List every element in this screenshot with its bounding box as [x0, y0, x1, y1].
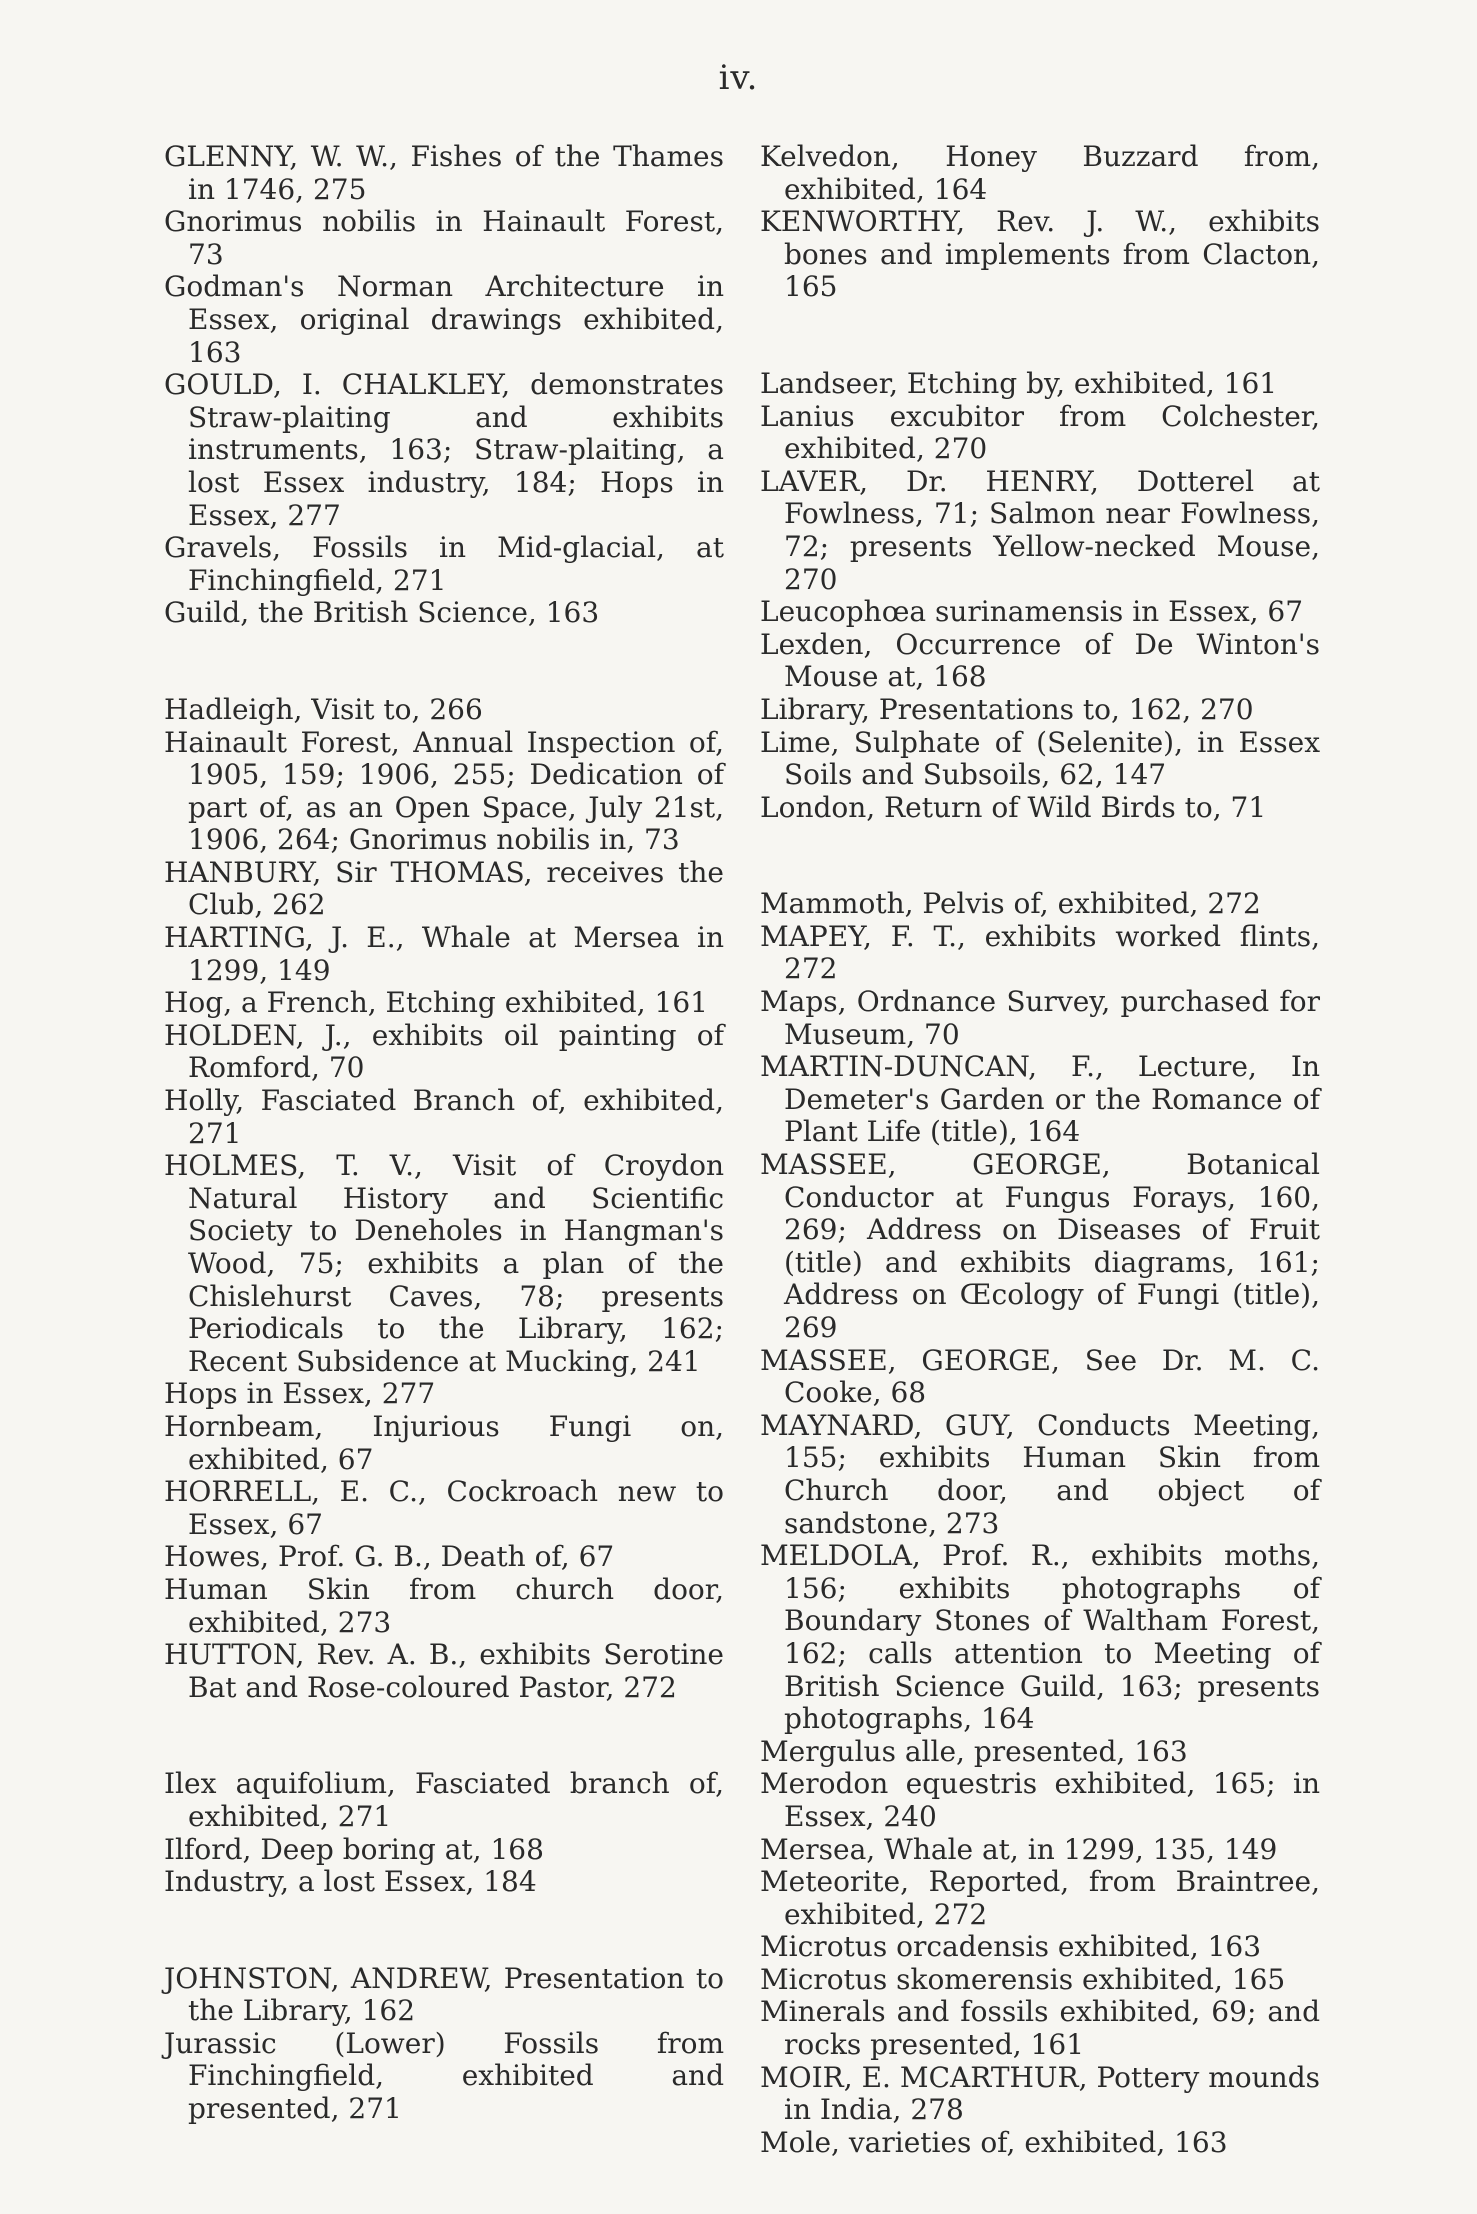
index-entry: Guild, the British Science, 163 [164, 596, 600, 630]
index-entry: KENWORTHY, Rev. J. W., exhibits bones and implements from Clacton, 165 [760, 205, 1320, 304]
index-entry: Hops in Essex, 277 [164, 1377, 436, 1411]
index-entry: Holly, Fasciated Branch of, exhibited, 271 [164, 1084, 724, 1150]
index-entry: Mole, varieties of, exhibited, 163 [760, 2125, 1228, 2159]
index-entry: Minerals and fossils exhibited, 69; and rocks presented, 161 [760, 1995, 1320, 2062]
index-entry: Hainault Forest, Annual Inspection of, 1905, 159; 1906, 255; Dedication of part of, as an Open Space, July 21st, 1906, 264; Gnorimus nobilis in, 73 [164, 725, 724, 857]
index-entry: Hog, a French, Etching exhibited, 161 [164, 986, 708, 1020]
index-entry: Library, Presentations to, 162, 270 [760, 692, 1254, 726]
index-entry: Industry, a lost Essex, 184 [164, 1865, 537, 1899]
index-entry: Microtus skomerensis exhibited, 165 [760, 1962, 1286, 1996]
index-entry: MARTIN-DUNCAN, F., Lecture, In Demeter's Garden or the Romance of Plant Life (title), 164 [760, 1050, 1320, 1149]
index-entry: Landseer, Etching by, exhibited, 161 [760, 366, 1278, 400]
index-entry: MAYNARD, GUY, Conducts Meeting, 155; exhibits Human Skin from Church door, and object of sandstone, 273 [760, 1408, 1320, 1540]
index-entry: LAVER, Dr. HENRY, Dotterel at Fowlness, 71; Salmon near Fowlness, 72; presents Yellow-necked Mouse, 270 [760, 464, 1320, 596]
index-entry: MAPEY, F. T., exhibits worked flints, 272 [760, 919, 1320, 986]
index-entry: Gravels, Fossils in Mid-glacial, at Finchingfield, 271 [164, 531, 724, 597]
index-entry: Lanius excubitor from Colchester, exhibited, 270 [760, 399, 1320, 466]
index-entry: Mersea, Whale at, in 1299, 135, 149 [760, 1832, 1278, 1866]
index-entry: Maps, Ordnance Survey, purchased for Museum, 70 [760, 985, 1320, 1051]
index-entry: Jurassic (Lower) Fossils from Finchingfield, exhibited and presented, 271 [164, 2026, 724, 2126]
index-entry: Ilford, Deep boring at, 168 [164, 1832, 544, 1866]
index-column-left [164, 141, 724, 2126]
index-entry: Lime, Sulphate of (Selenite), in Essex Soils and Subsoils, 62, 147 [760, 725, 1320, 792]
index-entry: Hadleigh, Visit to, 266 [164, 692, 483, 726]
index-entry: Human Skin from church door, exhibited, 273 [164, 1572, 724, 1639]
index-column-right [760, 141, 1320, 2159]
index-entry: Meteorite, Reported, from Braintree, exhibited, 272 [760, 1865, 1320, 1931]
index-entry: Mergulus alle, presented, 163 [760, 1734, 1188, 1768]
index-entry: Howes, Prof. G. B., Death of, 67 [164, 1540, 615, 1574]
index-entry: Microtus orcadensis exhibited, 163 [760, 1930, 1262, 1964]
index-entry: Kelvedon, Honey Buzzard from, exhibited, 164 [760, 140, 1320, 206]
index-entry: HUTTON, Rev. A. B., exhibits Serotine Bat and Rose-coloured Pastor, 272 [164, 1638, 724, 1704]
index-entry: Mammoth, Pelvis of, exhibited, 272 [760, 887, 1261, 921]
index-entry: MASSEE, GEORGE, See Dr. M. C. Cooke, 68 [760, 1343, 1320, 1410]
index-entry: HARTING, J. E., Whale at Mersea in 1299, 149 [164, 921, 724, 987]
index-entry: Leucophœa surinamensis in Essex, 67 [760, 595, 1304, 629]
index-entry: Merodon equestris exhibited, 165; in Essex, 240 [760, 1767, 1320, 1833]
index-entry: MOIR, E. MCARTHUR, Pottery mounds in India, 278 [760, 2060, 1320, 2127]
page-number: iv. [718, 58, 759, 98]
index-entry: MASSEE, GEORGE, Botanical Conductor at Fungus Forays, 160, 269; Address on Diseases of Fruit (title) and exhibits diagrams, 161; Address on Œcology of Fungi (title), 269 [760, 1148, 1320, 1344]
index-entry: Ilex aquifolium, Fasciated branch of, exhibited, 271 [164, 1767, 724, 1833]
index-entry: London, Return of Wild Birds to, 71 [760, 790, 1267, 824]
index-entry: Gnorimus nobilis in Hainault Forest, 73 [164, 205, 724, 271]
index-entry: HANBURY, Sir THOMAS, receives the Club, 262 [164, 855, 724, 922]
index-entry: MELDOLA, Prof. R., exhibits moths, 156; exhibits photographs of Boundary Stones of Waltham Forest, 162; calls attention to Meeting of British Science Guild, 163; presents photographs, 164 [760, 1539, 1320, 1736]
index-entry: Lexden, Occurrence of De Winton's Mouse at, 168 [760, 627, 1320, 694]
index-entry: HOLMES, T. V., Visit of Croydon Natural History and Scientific Society to Deneholes in Hangman's Wood, 75; exhibits a plan of the Chislehurst Caves, 78; presents Periodicals to the Library, 162; Recent Subsidence at Mucking, 241 [164, 1149, 724, 1378]
index-entry: HORRELL, E. C., Cockroach new to Essex, 67 [164, 1475, 724, 1541]
index-entry: Hornbeam, Injurious Fungi on, exhibited, 67 [164, 1409, 724, 1476]
index-entry: GLENNY, W. W., Fishes of the Thames in 1746, 275 [164, 140, 724, 206]
index-entry: GOULD, I. CHALKLEY, demonstrates Straw-plaiting and exhibits instruments, 163; Straw-plaiting, a lost Essex industry, 184; Hops in Essex, 277 [164, 368, 724, 532]
index-entry: JOHNSTON, ANDREW, Presentation to the Library, 162 [164, 1961, 724, 2028]
index-entry: Godman's Norman Architecture in Essex, original drawings exhibited, 163 [164, 270, 724, 369]
index-entry: HOLDEN, J., exhibits oil painting of Romford, 70 [164, 1018, 724, 1085]
